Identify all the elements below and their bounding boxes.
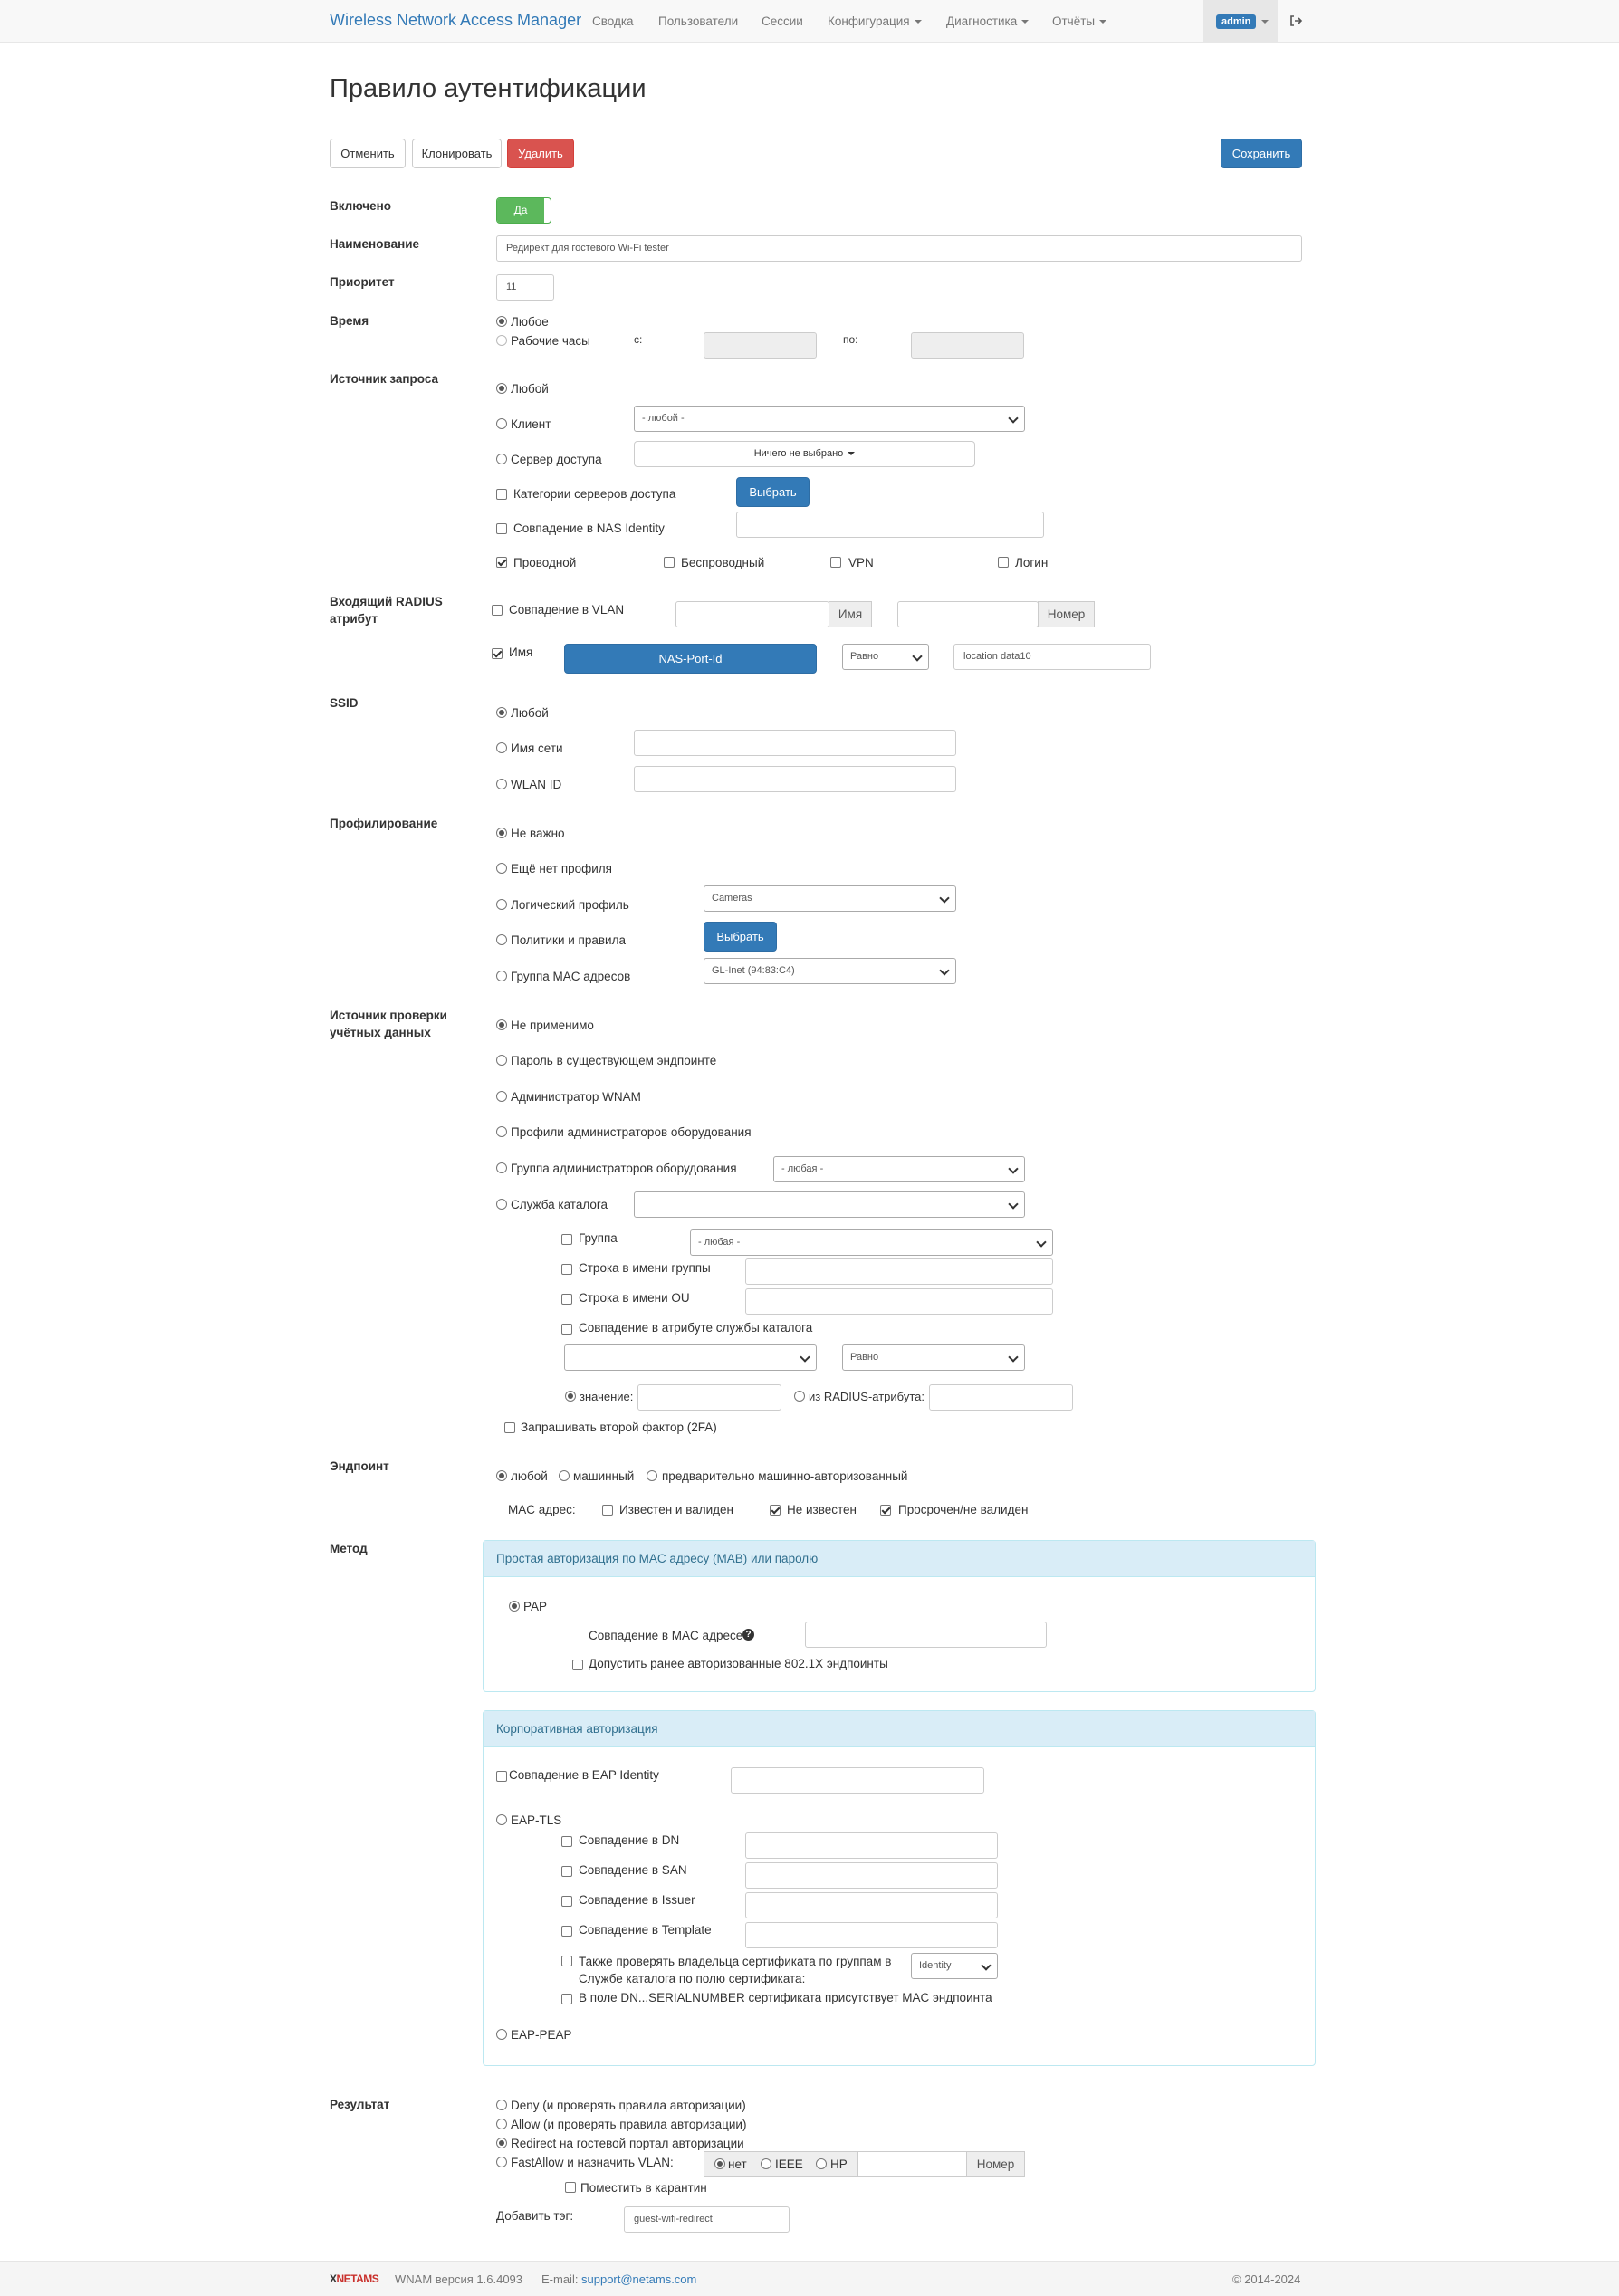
nav-config-label: Конфигурация <box>828 14 910 28</box>
method-label: Метод <box>330 1542 368 1555</box>
profiling-noprofile-radio[interactable] <box>496 863 507 874</box>
vlan-number-addon: Номер <box>966 2151 1025 2177</box>
creds-radius-label: из RADIUS-атрибута: <box>809 1390 924 1403</box>
vlan-none-label: нет <box>728 2157 747 2171</box>
corp-serial-checkbox[interactable] <box>561 1994 572 2004</box>
brand-link[interactable]: Wireless Network Access Manager <box>330 11 582 29</box>
radius-attr-name-button[interactable]: NAS-Port-Id <box>564 644 817 674</box>
nav-reports[interactable] <box>1052 14 1106 28</box>
result-fastallow-radio[interactable] <box>496 2157 507 2167</box>
source-nas-cat-choose-button[interactable]: Выбрать <box>736 477 810 507</box>
creds-attr-label: Совпадение в атрибуте службы каталога <box>579 1321 813 1335</box>
result-tag-label: Добавить тэг: <box>496 2209 574 2223</box>
vlan-none-radio[interactable] <box>714 2158 725 2169</box>
radius-attr-op-select[interactable]: Равно <box>842 644 929 670</box>
corp-template-checkbox[interactable] <box>561 1926 572 1937</box>
delete-button[interactable]: Удалить <box>507 139 574 168</box>
save-button[interactable]: Сохранить <box>1221 139 1302 168</box>
footer-copyright: © 2014-2024 <box>1232 2272 1301 2286</box>
corp-template-input[interactable] <box>745 1922 998 1948</box>
result-deny-radio[interactable] <box>496 2100 507 2110</box>
ssid-wlan-radio[interactable] <box>496 779 507 789</box>
result-redirect-label: Redirect на гостевой портал авторизации <box>511 2137 744 2150</box>
creds-hw-group-radio[interactable] <box>496 1162 507 1173</box>
radius-attr-checkbox[interactable] <box>492 648 503 659</box>
radius-vlan-label: Совпадение в VLAN <box>509 603 625 617</box>
chevron-down-icon <box>1021 20 1029 24</box>
result-allow-label: Allow (и проверять правила авторизации) <box>511 2118 747 2131</box>
profiling-none-radio[interactable] <box>496 828 507 838</box>
creds-oustr-checkbox[interactable] <box>561 1294 572 1305</box>
enabled-toggle-value: Да <box>497 198 544 223</box>
netams-logo-text: NETAMS <box>336 2272 379 2285</box>
profiling-label: Профилирование <box>330 817 438 830</box>
netams-logo-mark: X <box>330 2272 337 2285</box>
endpoint-unknown-label: Не известен <box>787 1503 857 1516</box>
radius-vlan-name-addon: Имя <box>829 601 872 627</box>
footer <box>0 2261 1619 2296</box>
source-nas-multiselect-label: Ничего не выбрано <box>753 448 844 459</box>
corp-issuer-label: Совпадение в Issuer <box>579 1893 695 1907</box>
time-work-radio[interactable] <box>496 335 507 346</box>
top-navbar <box>0 0 1619 43</box>
source-label: Источник запроса <box>330 372 439 386</box>
radius-vlan-name-input[interactable] <box>675 601 829 627</box>
result-label: Результат <box>330 2098 390 2111</box>
corp-serial-label: В поле DN...SERIALNUMBER сертификата присутствует MAC эндпоинта <box>579 1991 992 2004</box>
source-nas-identity-label: Совпадение в NAS Identity <box>513 521 665 535</box>
creds-groupstr-input[interactable] <box>745 1258 1053 1285</box>
profiling-logical-select[interactable]: Cameras <box>704 885 956 912</box>
time-from-input[interactable] <box>704 332 817 359</box>
corp-eappeap-label: EAP-PEAP <box>511 2028 572 2042</box>
source-any-radio[interactable] <box>496 383 507 394</box>
result-redirect-radio[interactable] <box>496 2138 507 2148</box>
result-quarantine-label: Поместить в карантин <box>580 2181 707 2195</box>
radius-attr-value-input[interactable]: location data10 <box>953 644 1151 670</box>
help-icon[interactable]: ? <box>742 1629 754 1641</box>
source-nas-label: Сервер доступа <box>511 453 602 466</box>
creds-label-line-2: учётных данных <box>330 1026 431 1039</box>
time-any-radio[interactable] <box>496 316 507 327</box>
corp-owner-checkbox[interactable] <box>561 1956 572 1966</box>
nav-reports-label: Отчёты <box>1052 14 1096 28</box>
corp-eaptls-label: EAP-TLS <box>511 1813 562 1827</box>
corp-issuer-checkbox[interactable] <box>561 1896 572 1907</box>
result-allow-radio[interactable] <box>496 2119 507 2129</box>
corp-owner-label <box>579 1953 891 1987</box>
profiling-policies-radio[interactable] <box>496 934 507 945</box>
nav-diagnostics-label: Диагностика <box>946 14 1018 28</box>
profiling-macgroup-select[interactable]: GL-Inet (94:83:C4) <box>704 958 956 984</box>
chevron-down-icon <box>1261 20 1269 24</box>
source-nas-cat-checkbox[interactable] <box>496 489 507 500</box>
endpoint-machine-label: машинный <box>573 1469 635 1483</box>
time-label: Время <box>330 314 369 328</box>
mab-panel-title: Простая авторизация по MAC адресу (MAB) или паролю <box>484 1541 1315 1577</box>
creds-hw-group-select[interactable]: - любая - <box>773 1156 1025 1182</box>
creds-value-input[interactable] <box>637 1384 781 1411</box>
creds-groupstr-checkbox[interactable] <box>561 1264 572 1275</box>
netams-logo <box>330 2272 378 2285</box>
creds-na-label: Не применимо <box>511 1019 594 1032</box>
radius-attr-label: Имя <box>509 646 533 659</box>
chevron-down-icon <box>1099 20 1106 24</box>
source-wireless-checkbox[interactable] <box>664 557 675 568</box>
endpoint-known-label: Известен и валиден <box>619 1503 733 1516</box>
mab-allow8021x-label: Допустить ранее авторизованные 802.1X эндпоинты <box>589 1657 888 1670</box>
endpoint-machine-radio[interactable] <box>559 1470 570 1481</box>
user-badge[interactable]: admin <box>1216 14 1256 29</box>
ssid-label: SSID <box>330 696 359 710</box>
source-nas-radio[interactable] <box>496 454 507 464</box>
creds-group-select[interactable]: - любая - <box>690 1229 1053 1256</box>
endpoint-any-radio[interactable] <box>496 1470 507 1481</box>
creds-groupstr-label: Строка в имени группы <box>579 1261 711 1275</box>
corp-dn-input[interactable] <box>745 1832 998 1859</box>
profiling-policies-choose-button[interactable]: Выбрать <box>704 922 777 952</box>
endpoint-mac-label: MAC адрес: <box>508 1503 576 1516</box>
creds-admin-label: Администратор WNAM <box>511 1090 641 1104</box>
creds-hw-profiles-label: Профили администраторов оборудования <box>511 1125 752 1139</box>
time-to-input[interactable] <box>911 332 1024 359</box>
time-any-label: Любое <box>511 315 549 329</box>
creds-oustr-input[interactable] <box>745 1288 1053 1315</box>
creds-group-label: Группа <box>579 1231 618 1245</box>
ssid-wlan-label: WLAN ID <box>511 778 562 791</box>
radius-label-line-1: Входящий RADIUS <box>330 595 443 608</box>
radius-vlan-checkbox[interactable] <box>492 605 503 616</box>
vlan-ieee-radio[interactable] <box>761 2158 771 2169</box>
priority-label: Приоритет <box>330 275 395 289</box>
corp-eap-identity-checkbox[interactable] <box>496 1771 507 1782</box>
profiling-none-label: Не важно <box>511 827 565 840</box>
nav-diagnostics[interactable] <box>946 14 1029 28</box>
corp-eap-identity-input[interactable] <box>731 1767 984 1794</box>
creds-catalog-radio[interactable] <box>496 1199 507 1210</box>
time-work-label: Рабочие часы <box>511 334 590 348</box>
creds-radius-input[interactable] <box>929 1384 1073 1411</box>
footer-email-link[interactable]: support@netams.com <box>581 2272 697 2286</box>
source-login-label: Логин <box>1015 556 1049 569</box>
endpoint-premachine-label: предварительно машинно-авторизованный <box>662 1469 908 1483</box>
creds-group-checkbox[interactable] <box>561 1234 572 1245</box>
corp-owner-select[interactable]: Identity <box>911 1953 998 1979</box>
corp-dn-checkbox[interactable] <box>561 1836 572 1847</box>
source-any-label: Любой <box>511 382 549 396</box>
corp-panel-title: Корпоративная авторизация <box>484 1711 1315 1747</box>
time-to-label: по: <box>843 333 858 346</box>
corp-eap-identity-label: Совпадение в EAP Identity <box>509 1768 659 1782</box>
ssid-wlan-input[interactable] <box>634 766 956 792</box>
creds-oustr-label: Строка в имени OU <box>579 1291 690 1305</box>
endpoint-unknown-checkbox[interactable] <box>770 1505 781 1516</box>
profiling-policies-label: Политики и правила <box>511 933 626 947</box>
chevron-down-icon <box>915 20 922 24</box>
profiling-macgroup-label: Группа MAC адресов <box>511 970 631 983</box>
logout-icon[interactable] <box>1288 14 1303 28</box>
ssid-any-radio[interactable] <box>496 707 507 718</box>
chevron-down-icon <box>848 452 855 455</box>
result-tag-input[interactable]: guest-wifi-redirect <box>624 2206 790 2233</box>
nav-config[interactable] <box>828 14 922 28</box>
radius-vlan-number-input[interactable] <box>897 601 1039 627</box>
result-fastallow-label: FastAllow и назначить VLAN: <box>511 2156 674 2169</box>
corp-eaptls-radio[interactable] <box>496 1814 507 1825</box>
mab-pap-label: PAP <box>523 1600 548 1613</box>
corp-san-label: Совпадение в SAN <box>579 1863 687 1877</box>
profiling-noprofile-label: Ещё нет профиля <box>511 862 612 875</box>
source-nas-multiselect[interactable] <box>634 441 975 467</box>
creds-attr-op-select[interactable]: Равно <box>842 1344 1025 1371</box>
endpoint-expired-label: Просрочен/не валиден <box>898 1503 1029 1516</box>
creds-na-radio[interactable] <box>496 1019 507 1030</box>
corp-owner-label-line-2: Службе каталога по полю сертификата: <box>579 1972 806 1985</box>
creds-2fa-label: Запрашивать второй фактор (2FA) <box>521 1421 717 1434</box>
name-input[interactable]: Редирект для гостевого Wi-Fi tester <box>496 235 1302 262</box>
endpoint-label: Эндпоинт <box>330 1459 389 1473</box>
footer-version: WNAM версия 1.6.4093 <box>395 2272 523 2286</box>
nav-dashboard[interactable]: Сводка <box>592 14 634 28</box>
ssid-net-label: Имя сети <box>511 741 563 755</box>
corp-dn-label: Совпадение в DN <box>579 1833 680 1847</box>
corp-san-input[interactable] <box>745 1862 998 1889</box>
source-login-checkbox[interactable] <box>998 557 1009 568</box>
creds-attr-select[interactable] <box>564 1344 817 1371</box>
creds-hw-group-label: Группа администраторов оборудования <box>511 1162 737 1175</box>
ssid-any-label: Любой <box>511 706 549 720</box>
cancel-button[interactable]: Отменить <box>330 139 406 168</box>
creds-value-radio[interactable] <box>565 1391 576 1402</box>
radius-label <box>330 593 443 627</box>
corp-issuer-input[interactable] <box>745 1892 998 1918</box>
source-client-label: Клиент <box>511 417 551 431</box>
creds-catalog-select[interactable] <box>634 1191 1025 1218</box>
mab-allow8021x-checkbox[interactable] <box>572 1660 583 1670</box>
creds-radius-radio[interactable] <box>794 1391 805 1402</box>
page-title: Правило аутентификации <box>330 74 647 103</box>
creds-endpoint-pw-label: Пароль в существующем эндпоинте <box>511 1054 717 1067</box>
corp-eappeap-radio[interactable] <box>496 2029 507 2040</box>
source-client-radio[interactable] <box>496 418 507 429</box>
priority-input[interactable]: 11 <box>496 274 554 301</box>
creds-attr-checkbox[interactable] <box>561 1324 572 1335</box>
source-nas-identity-input[interactable] <box>736 512 1044 538</box>
profiling-macgroup-radio[interactable] <box>496 971 507 981</box>
vlan-hp-radio[interactable] <box>816 2158 827 2169</box>
endpoint-known-checkbox[interactable] <box>602 1505 613 1516</box>
profiling-logical-radio[interactable] <box>496 899 507 910</box>
enabled-toggle[interactable] <box>496 197 551 224</box>
radius-label-line-2: атрибут <box>330 612 378 626</box>
nav-sessions[interactable]: Сессии <box>762 14 803 28</box>
endpoint-expired-checkbox[interactable] <box>880 1505 891 1516</box>
radius-vlan-number-addon: Номер <box>1038 601 1095 627</box>
profiling-logical-label: Логический профиль <box>511 898 629 912</box>
corp-owner-label-line-1: Также проверять владельца сертификата по группам в <box>579 1955 892 1968</box>
mab-pap-radio[interactable] <box>509 1601 520 1612</box>
mab-mac-label: Совпадение в MAC адресе <box>589 1629 743 1642</box>
endpoint-premachine-radio[interactable] <box>647 1470 657 1481</box>
footer-email-label: E-mail: <box>541 2272 579 2286</box>
source-vpn-checkbox[interactable] <box>830 557 841 568</box>
corp-template-label: Совпадение в Template <box>579 1923 712 1937</box>
source-vpn-label: VPN <box>848 556 874 569</box>
enabled-label: Включено <box>330 199 392 213</box>
creds-hw-profiles-radio[interactable] <box>496 1126 507 1137</box>
result-quarantine-checkbox[interactable] <box>565 2182 576 2193</box>
creds-catalog-label: Служба каталога <box>511 1198 608 1211</box>
creds-admin-radio[interactable] <box>496 1091 507 1102</box>
mab-mac-input[interactable] <box>805 1622 1047 1648</box>
vlan-number-input[interactable] <box>857 2151 967 2177</box>
source-wired-label: Проводной <box>513 556 577 569</box>
source-wireless-label: Беспроводный <box>681 556 765 569</box>
source-nas-identity-checkbox[interactable] <box>496 523 507 534</box>
name-label: Наименование <box>330 237 420 251</box>
nav-users[interactable]: Пользователи <box>658 14 739 28</box>
creds-label <box>330 1007 447 1041</box>
creds-label-line-1: Источник проверки <box>330 1009 447 1022</box>
source-wired-checkbox[interactable] <box>496 557 507 568</box>
corp-san-checkbox[interactable] <box>561 1866 572 1877</box>
vlan-hp-label: HP <box>830 2157 848 2171</box>
time-from-label: с: <box>634 333 643 346</box>
vlan-ieee-label: IEEE <box>775 2157 803 2171</box>
endpoint-any-label: любой <box>511 1469 548 1483</box>
clone-button[interactable]: Клонировать <box>412 139 502 168</box>
creds-value-label: значение: <box>580 1390 634 1403</box>
ssid-net-radio[interactable] <box>496 742 507 753</box>
ssid-net-input[interactable] <box>634 730 956 756</box>
creds-endpoint-pw-radio[interactable] <box>496 1055 507 1066</box>
creds-2fa-checkbox[interactable] <box>504 1422 515 1433</box>
source-client-select[interactable]: - любой - <box>634 406 1025 432</box>
source-nas-cat-label: Категории серверов доступа <box>513 487 676 501</box>
result-deny-label: Deny (и проверять правила авторизации) <box>511 2099 746 2112</box>
